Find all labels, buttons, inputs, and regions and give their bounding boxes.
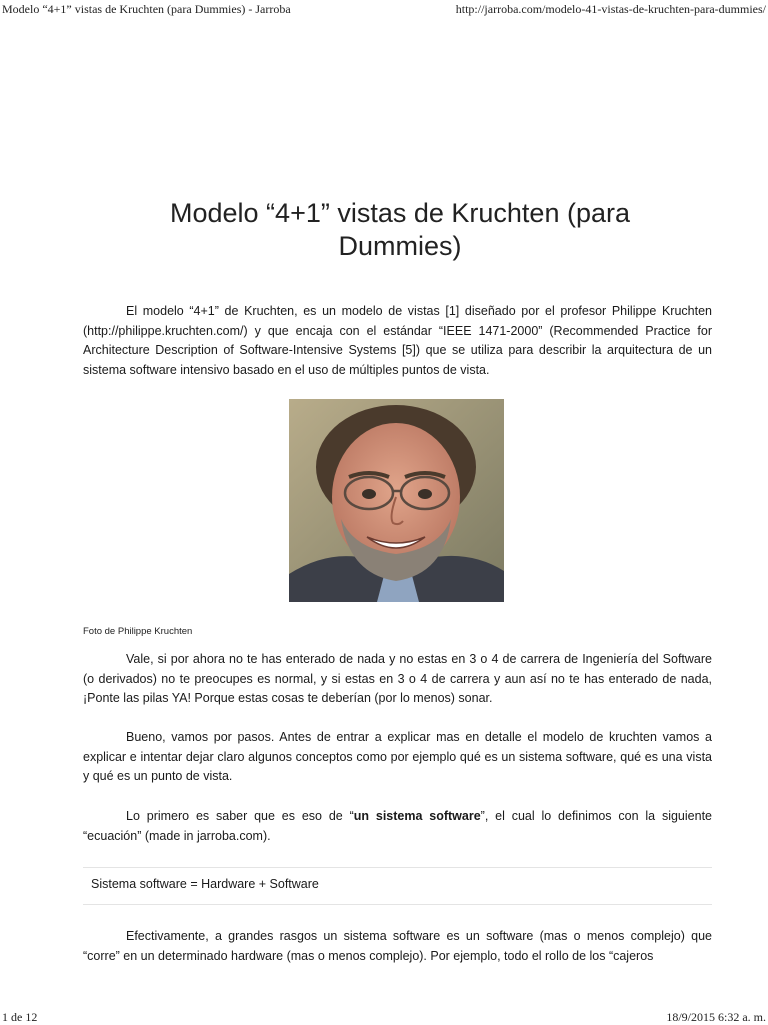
author-photo	[289, 399, 504, 602]
paragraph-3: Bueno, vamos por pasos. Antes de entrar a explicar mas en detalle el modelo de kruchten vamos a explicar e intentar dejar claro algunos conceptos como por ejemplo qué es un sistema software, qué es una vista y qué es un punto de vista.	[83, 730, 712, 784]
article-title: Modelo “4+1” vistas de Kruchten (para Dummies)	[170, 198, 630, 261]
photo-caption: Foto de Philippe Kruchten	[83, 626, 193, 637]
paragraph-4-bold: un sistema software	[353, 809, 481, 823]
paragraph-4-start: Lo primero es saber que es eso de “	[126, 809, 354, 823]
page-number: 1 de 12	[2, 1010, 38, 1024]
intro-paragraph: El modelo “4+1” de Kruchten, es un modelo de vistas [1] diseñado por el profesor Philippe Kruchten (http://philippe.kruchten.com/) y que encaja con el estándar “IEEE 1471-2000” (Recommended Practice for Architecture Description of Software-Intensive Systems [5]) que se utiliza para describir la arquitectura de un sistema software intensivo basado en el uso de múltiples puntos de vista.	[83, 304, 712, 377]
print-header-title: Modelo “4+1” vistas de Kruchten (para Dummies) - Jarroba	[2, 2, 291, 16]
paragraph-2: Vale, si por ahora no te has enterado de nada y no estas en 3 o 4 de carrera de Ingeniería del Software (o derivados) no te preocupes es normal, y si estas en 3 o 4 de carrera y aun así no te has enterado de nada, ¡Ponte las pilas YA! Porque estas cosas te deberían (por lo menos) sonar.	[83, 652, 712, 706]
print-header-url: http://jarroba.com/modelo-41-vistas-de-kruchten-para-dummies/	[455, 2, 766, 16]
paragraph-4	[83, 807, 712, 846]
print-header	[0, 0, 768, 16]
paragraph-4-end: ”, el cual lo definimos con la siguiente “ecuación” (made in jarroba.com).	[83, 809, 712, 843]
print-datetime: 18/9/2015 6:32 a. m.	[666, 1010, 766, 1024]
formula-text: Sistema software = Hardware + Software	[91, 877, 319, 891]
print-footer	[0, 1008, 768, 1024]
paragraph-5: Efectivamente, a grandes rasgos un sistema software es un software (mas o menos complejo) que “corre” en un determinado hardware (mas o menos complejo). Por ejemplo, todo el rollo de los “cajeros	[83, 929, 712, 963]
formula-box	[83, 867, 712, 905]
